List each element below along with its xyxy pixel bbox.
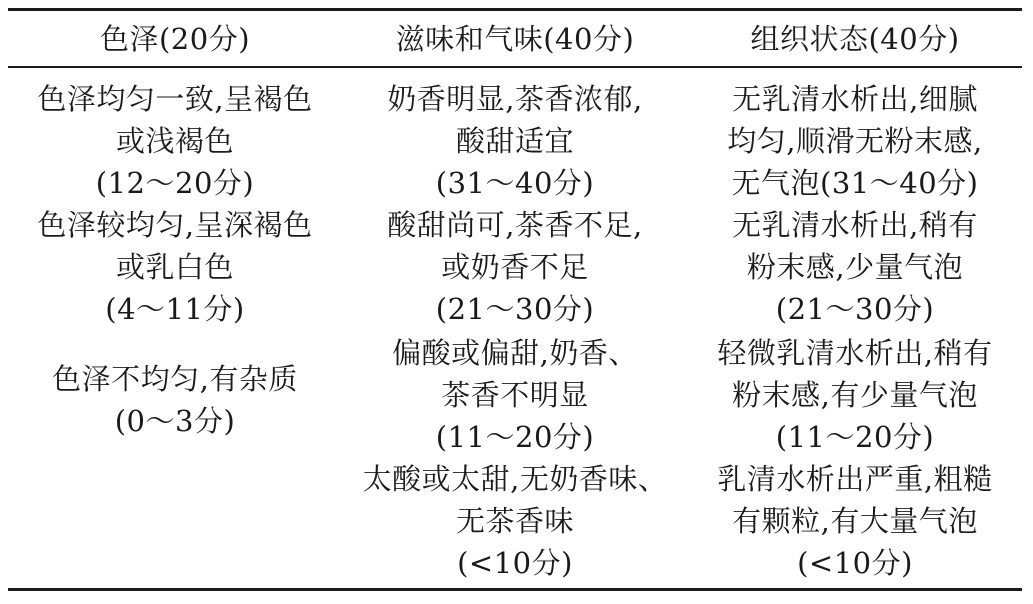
header-color: 色泽(20分) (99, 22, 251, 56)
cell-line: 均匀,顺滑无粉末感, (727, 124, 983, 158)
cell-line: 无气泡(31～40分) (731, 166, 979, 200)
header-taste: 滋味和气味(40分) (395, 22, 635, 56)
color-cell-2 (8, 204, 342, 330)
cell-line: 酸甜适宜 (455, 124, 574, 158)
scoring-table (8, 8, 1022, 592)
cell-line: (12～20分) (95, 166, 255, 200)
bottom-rule (8, 588, 1022, 591)
cell-line: 或奶香不足 (441, 250, 589, 284)
cell-line: 茶香不明显 (441, 378, 589, 412)
cell-line: (11～20分) (775, 420, 935, 454)
taste-cell-2 (342, 204, 688, 330)
cell-line: (<10分) (457, 546, 573, 580)
cell-line: (4～11分) (105, 292, 245, 326)
cell-line: (0～3分) (114, 404, 236, 438)
cell-line: 无乳清水析出,细腻 (732, 82, 978, 116)
header-texture: 组织状态(40分) (750, 22, 960, 56)
cell-line: 粉末感,少量气泡 (746, 250, 964, 284)
cell-line: 有颗粒,有大量气泡 (732, 504, 978, 538)
cell-line: 偏酸或偏甜,奶香、 (392, 336, 638, 370)
cell-line: (21～30分) (435, 292, 595, 326)
cell-line: 太酸或太甜,无奶香味、 (362, 462, 668, 496)
cell-line: 或乳白色 (115, 250, 234, 284)
cell-line: 酸甜尚可,茶香不足, (387, 208, 643, 242)
cell-line: 乳清水析出严重,粗糙 (717, 462, 993, 496)
cell-line: 轻微乳清水析出,稍有 (717, 336, 993, 370)
cell-line: (21～30分) (775, 292, 935, 326)
color-cell-3 (8, 358, 342, 442)
taste-cell-1 (342, 78, 688, 204)
top-rule (8, 8, 1022, 11)
color-cell-1 (8, 78, 342, 204)
texture-cell-4 (688, 458, 1022, 584)
texture-cell-3 (688, 332, 1022, 458)
texture-cell-1 (688, 78, 1022, 204)
cell-line: 粉末感,有少量气泡 (732, 378, 978, 412)
header-rule (8, 66, 1022, 68)
cell-line: (<10分) (797, 546, 913, 580)
taste-cell-4 (342, 458, 688, 584)
cell-line: 奶香明显,茶香浓郁, (387, 82, 643, 116)
cell-line: 无茶香味 (455, 504, 574, 538)
cell-line: (11～20分) (435, 420, 595, 454)
cell-line: 色泽均匀一致,呈褐色 (37, 82, 313, 116)
texture-cell-2 (688, 204, 1022, 330)
cell-line: 色泽不均匀,有杂质 (52, 362, 298, 396)
cell-line: (31～40分) (435, 166, 595, 200)
cell-line: 或浅褐色 (115, 124, 234, 158)
cell-line: 无乳清水析出,稍有 (732, 208, 978, 242)
cell-line: 色泽较均匀,呈深褐色 (37, 208, 313, 242)
taste-cell-3 (342, 332, 688, 458)
